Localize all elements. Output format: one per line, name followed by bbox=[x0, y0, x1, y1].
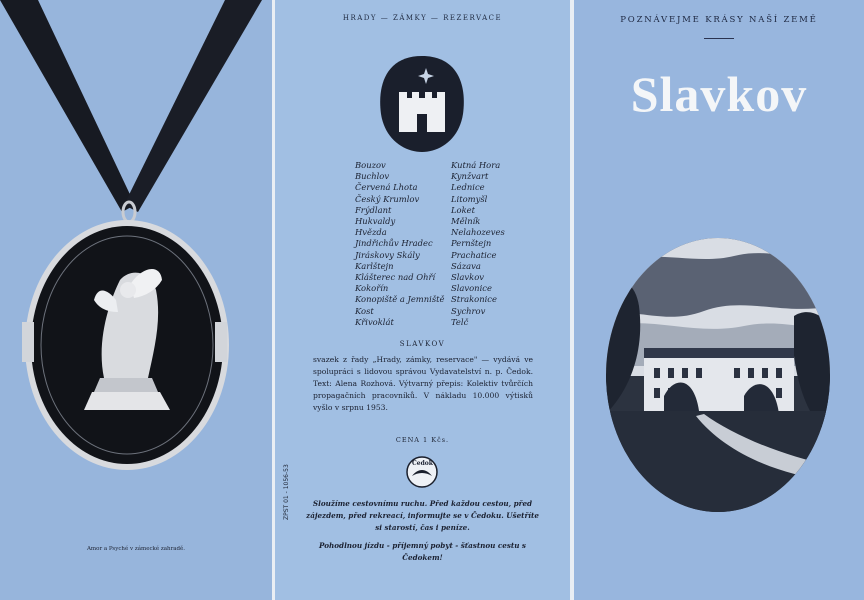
list-item: Bouzov bbox=[355, 160, 386, 170]
list-item: Český Krumlov bbox=[355, 193, 420, 204]
medallion-illustration bbox=[0, 0, 272, 600]
list-item: Křivoklát bbox=[355, 316, 394, 327]
list-item: Litomyšl bbox=[451, 193, 488, 204]
cedok-logo-text: Čedok bbox=[412, 460, 433, 467]
list-item: Buchlov bbox=[355, 171, 390, 182]
series-header: HRADY — ZÁMKY — REZERVACE bbox=[342, 14, 503, 22]
tagline: POZNÁVEJME KRÁSY NAŠÍ ZEMĚ bbox=[620, 15, 818, 25]
right-panel bbox=[574, 0, 864, 600]
list-item: Karlštejn bbox=[355, 260, 394, 271]
divider bbox=[704, 38, 734, 39]
list-item: Jiráskovy Skály bbox=[355, 249, 420, 260]
list-item: Telč bbox=[451, 316, 469, 327]
closing-text: Pohodlnou jízdu - příjemný pobyt - šťastnou cestu s Čedokem! bbox=[319, 541, 526, 562]
list-item: Loket bbox=[451, 204, 476, 215]
list-item: Konopiště a Jemniště bbox=[355, 294, 445, 305]
caption: Amor a Psyché v zámecké zahradě. bbox=[86, 546, 186, 552]
left-panel bbox=[0, 0, 272, 600]
list-item: Kutná Hora bbox=[451, 160, 501, 170]
list-item: Sychrov bbox=[451, 305, 486, 316]
list-item: Hvězda bbox=[355, 227, 387, 238]
chateau-engraving bbox=[604, 236, 832, 514]
list-item: Slavonice bbox=[451, 283, 492, 294]
castle-list-right bbox=[451, 160, 505, 328]
list-item: Mělník bbox=[451, 216, 481, 227]
list-item: Prachatice bbox=[451, 249, 497, 260]
list-item: Červená Lhota bbox=[355, 182, 418, 193]
list-item: Strakonice bbox=[451, 294, 497, 305]
page-title: Slavkov bbox=[630, 66, 808, 122]
list-item: Kost bbox=[355, 305, 374, 316]
castle-emblem bbox=[377, 54, 467, 154]
list-item: Jindřichův Hradec bbox=[355, 238, 433, 249]
list-item: Kokořín bbox=[355, 283, 389, 294]
price: CENA 1 Kčs. bbox=[395, 436, 450, 444]
castle-list-left bbox=[355, 160, 444, 328]
list-item: Pernštejn bbox=[451, 238, 492, 249]
print-code: ZPST 01 - 1056-53 bbox=[283, 464, 290, 520]
list-item: Nelahozeves bbox=[451, 227, 505, 238]
middle-panel bbox=[275, 0, 570, 600]
list-item: Slavkov bbox=[451, 272, 484, 283]
list-item: Kynžvart bbox=[451, 171, 489, 182]
description: svazek z řady „Hrady, zámky, reservace" — vydává ve spolupráci s lidovou správou Vydavatelství n. p. Čedok. Text: Alena Rozhová. Výtvarný přepis: Kolektiv tvůrčích propagačních pracovníků. V nákladu 10.000 výtisků vyšlo v srpnu 1953. bbox=[313, 355, 533, 412]
list-item: Lednice bbox=[451, 182, 485, 193]
service-text: Sloužíme cestovnímu ruchu. Před každou cestou, před zájezdem, před rekreací, informujte se v Čedoku. Ušetříte si starostí, čas i peníze. bbox=[306, 499, 539, 532]
list-item: Klášterec nad Ohří bbox=[355, 272, 436, 283]
section-title: SLAVKOV bbox=[399, 340, 446, 348]
list-item: Frýdlant bbox=[355, 204, 392, 215]
list-item: Hukvaldy bbox=[355, 216, 396, 227]
list-item: Sázava bbox=[451, 260, 481, 271]
